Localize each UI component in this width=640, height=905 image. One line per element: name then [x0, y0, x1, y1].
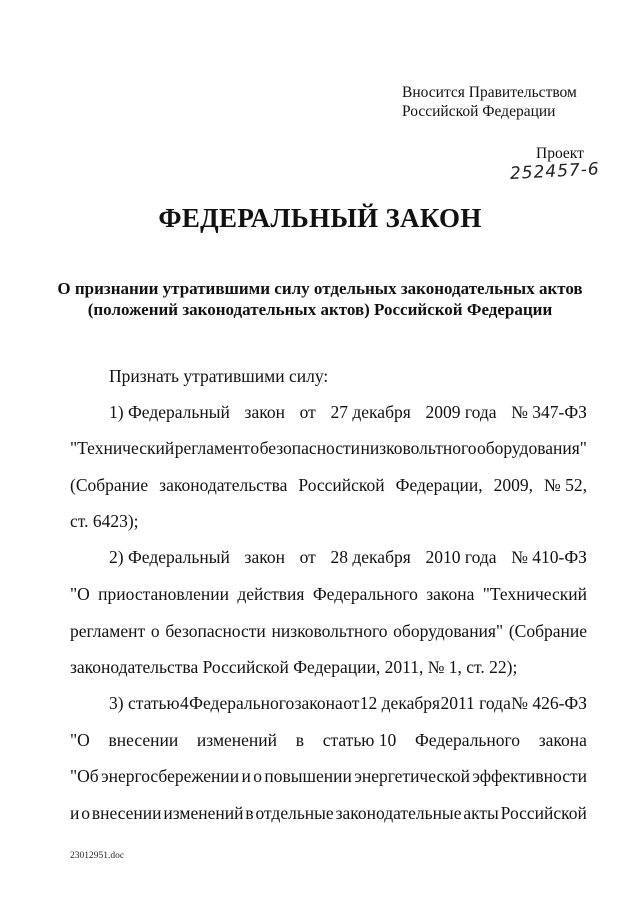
word: закон	[244, 547, 285, 567]
word: Федерального	[414, 730, 521, 750]
submitted-by-line-2: Российской Федерации	[402, 103, 556, 120]
word: о	[81, 803, 90, 823]
word: № 426-ФЗ	[511, 693, 587, 713]
word: 28 декабря	[330, 547, 411, 567]
law-subject	[0, 278, 640, 320]
word: и	[241, 766, 251, 786]
word: закона	[538, 730, 587, 750]
word: 12 декабря	[359, 693, 441, 713]
word: Российской	[298, 475, 385, 495]
word: изменений	[163, 803, 244, 823]
word: закона	[426, 584, 475, 604]
word: (Собрание	[508, 621, 587, 641]
word: о	[250, 438, 260, 458]
item-2-line-3	[70, 621, 587, 642]
word: оборудования"	[476, 438, 587, 458]
item-2-line-1	[109, 547, 587, 568]
word: 4	[180, 693, 189, 713]
intro-paragraph: Признать утратившими силу:	[109, 366, 329, 386]
item-3-line-1	[109, 693, 587, 714]
word: закона	[294, 693, 343, 713]
item-3-line-4	[70, 803, 587, 824]
law-subject-line-2: (положений законодательных актов) Российской Федерации	[87, 300, 553, 319]
word: энергосбережении	[101, 766, 240, 786]
word: 2009 года	[425, 402, 497, 422]
item-3-line-3	[70, 766, 587, 787]
item-2-line-4: законодательства Российской Федерации, 2011, № 1, ст. 22);	[70, 657, 518, 677]
word: Федерального	[312, 584, 418, 604]
word: эффективности	[472, 766, 587, 786]
word: оборудования"	[393, 621, 504, 641]
word: законодательства	[159, 475, 288, 495]
word: 2) Федеральный	[109, 547, 230, 567]
word: 3) статью	[109, 693, 180, 713]
word: от	[343, 693, 360, 713]
item-3-line-2	[70, 730, 587, 751]
word: в	[245, 803, 254, 823]
law-subject-line-1: О признании утратившими силу отдельных законодательных актов	[57, 279, 583, 298]
item-1-line-4: ст. 6423);	[70, 511, 139, 531]
word: изменений	[196, 730, 278, 750]
word: отдельные	[255, 803, 334, 823]
word: "Технический	[482, 584, 587, 604]
item-1-line-2	[70, 438, 587, 459]
word: о	[253, 766, 263, 786]
word: от	[299, 547, 316, 567]
word: № 347-ФЗ	[511, 402, 587, 422]
word: статью 10	[322, 730, 397, 750]
word: приостановлении	[98, 584, 229, 604]
word: закон	[244, 402, 285, 422]
word: повышении	[264, 766, 352, 786]
item-1-line-1	[109, 402, 587, 423]
word: "О	[70, 730, 90, 750]
word: "Об	[70, 766, 99, 786]
word: "Технический	[70, 438, 175, 458]
word: о	[150, 621, 160, 641]
word: (Собрание	[70, 475, 149, 495]
word: действия	[237, 584, 305, 604]
word: низковольтного	[360, 438, 477, 458]
item-1-line-3	[70, 475, 587, 496]
word: энергетической	[354, 766, 470, 786]
word: Федерации,	[395, 475, 483, 495]
word: безопасности	[165, 621, 266, 641]
word: 1) Федеральный	[109, 402, 230, 422]
word: внесении	[108, 730, 179, 750]
word: в	[295, 730, 305, 750]
document-file-code: 23012951.doc	[70, 851, 125, 861]
word: низковольтного	[271, 621, 388, 641]
word: регламент	[70, 621, 146, 641]
item-2-line-2	[70, 584, 587, 605]
word: 2010 года	[425, 547, 497, 567]
word: регламент	[174, 438, 250, 458]
word: акты	[463, 803, 499, 823]
word: 27 декабря	[330, 402, 411, 422]
word: 2011 года	[440, 693, 511, 713]
submitted-by-line-1: Вносится Правительством	[402, 84, 577, 101]
word: "О	[70, 584, 90, 604]
word: 2009,	[493, 475, 534, 495]
word: № 410-ФЗ	[511, 547, 587, 567]
word: от	[299, 402, 316, 422]
word: и	[70, 803, 80, 823]
word: № 52,	[544, 475, 587, 495]
word: Российской	[500, 803, 587, 823]
word: внесении	[91, 803, 162, 823]
word: законодательные	[335, 803, 462, 823]
handwritten-registration-number: 252457-6	[509, 159, 601, 184]
submitted-by-block	[402, 83, 577, 121]
word: безопасности	[259, 438, 361, 458]
word: Федерального	[189, 693, 295, 713]
draft-label: Проект	[536, 145, 584, 162]
document-title: ФЕДЕРАЛЬНЫЙ ЗАКОН	[158, 203, 482, 233]
